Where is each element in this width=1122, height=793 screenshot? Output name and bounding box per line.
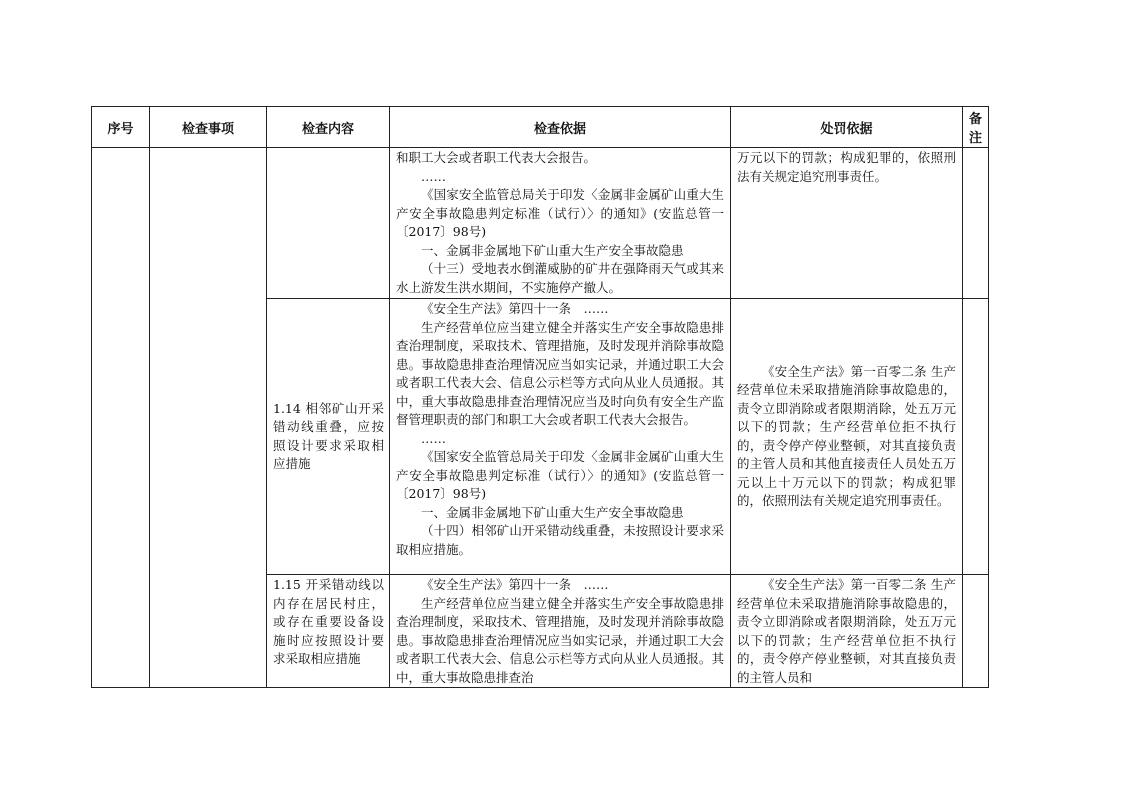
header-inspection-content: 检查内容 bbox=[267, 107, 390, 148]
serial-cell bbox=[92, 148, 150, 688]
basis-line: 生产经营单位应当建立健全并落实生产安全事故隐患排查治理制度，采取技术、管理措施，及时发现并消除事故隐患。事故隐患排查治理情况应当如实记录，并通过职工大会或者职工代表大会、信息公示栏等方式向从业人员通报。其中，重大事故隐患排查治理情况应当及时向负有安全生产监督管理职责的部门和职工大会或者职工代表大会报告。 bbox=[396, 319, 724, 427]
basis-line: 《国家安全监管总局关于印发〈金属非金属矿山重大生产安全事故隐患判定标准（试行）〉的通知》(安监总管一〔2017〕98号) bbox=[396, 449, 724, 501]
basis-line: 《国家安全监管总局关于印发〈金属非金属矿山重大生产安全事故隐患判定标准（试行）〉的通知》(安监总管一〔2017〕98号) bbox=[396, 187, 724, 239]
inspection-content-cell: 1.14 相邻矿山开采错动线重叠，应按照设计要求采取相应措施 bbox=[267, 299, 390, 575]
header-inspection-basis: 检查依据 bbox=[390, 107, 731, 148]
remarks-cell bbox=[963, 299, 989, 575]
penalty-basis-cell bbox=[731, 148, 963, 299]
penalty-basis-cell bbox=[731, 299, 963, 575]
basis-line: 一、金属非金属地下矿山重大生产安全事故隐患 bbox=[421, 504, 684, 520]
penalty-line: 《安全生产法》第一百零二条 生产经营单位未采取措施消除事故隐患的，责令立即消除或者限期消除，处五万元以下的罚款；生产经营单位拒不执行的，责令停产停业整顿，对其直接负责的主管人员和其他直接责任人员处五万元以上十万元以下的罚款；构成犯罪的，依照刑法有关规定追究刑事责任。 bbox=[737, 363, 956, 508]
basis-line: 一、金属非金属地下矿山重大生产安全事故隐患 bbox=[421, 242, 684, 258]
remarks-cell bbox=[963, 148, 989, 299]
header-remarks: 备注 bbox=[963, 107, 989, 148]
inspection-content-cell bbox=[267, 148, 390, 299]
header-serial: 序号 bbox=[92, 107, 150, 148]
inspection-basis-cell bbox=[390, 299, 731, 575]
basis-line: …… bbox=[421, 168, 446, 184]
basis-line: 生产经营单位应当建立健全并落实生产安全事故隐患排查治理制度，采取技术、管理措施，及时发现并消除事故隐患。事故隐患排查治理情况应当如实记录，并通过职工大会或者职工代表大会、信息公示栏等方式向从业人员通报。其中，重大事故隐患排查治 bbox=[396, 595, 724, 685]
penalty-basis-cell bbox=[731, 575, 963, 688]
inspection-item-cell bbox=[150, 148, 267, 688]
header-row bbox=[92, 107, 989, 148]
basis-line: 和职工大会或者职工代表大会报告。 bbox=[396, 150, 597, 165]
penalty-line: 《安全生产法》第一百零二条 生产经营单位未采取措施消除事故隐患的，责令立即消除或者限期消除，处五万元以下的罚款；生产经营单位拒不执行的，责令停产停业整顿，对其直接负责的主管人员和 bbox=[737, 577, 956, 685]
inspection-basis-cell bbox=[390, 575, 731, 688]
basis-line: 《安全生产法》第四十一条 …… bbox=[421, 577, 609, 592]
penalty-line: 万元以下的罚款；构成犯罪的，依照刑法有关规定追究刑事责任。 bbox=[737, 150, 956, 184]
basis-line: （十三）受地表水倒灌威胁的矿井在强降雨天气或其来水上游发生洪水期间，不实施停产撤人。 bbox=[396, 261, 724, 295]
basis-line: …… bbox=[421, 430, 446, 446]
inspection-content-cell: 1.15 开采错动线以内存在居民村庄，或存在重要设备设施时应按照设计要求采取相应措施 bbox=[267, 575, 390, 688]
table-row bbox=[92, 148, 989, 299]
inspection-table bbox=[91, 106, 989, 688]
basis-line: （十四）相邻矿山开采错动线重叠，未按照设计要求采取相应措施。 bbox=[396, 523, 724, 557]
header-penalty-basis: 处罚依据 bbox=[731, 107, 963, 148]
header-inspection-item: 检查事项 bbox=[150, 107, 267, 148]
remarks-cell bbox=[963, 575, 989, 688]
basis-line: 《安全生产法》第四十一条 …… bbox=[421, 301, 609, 316]
inspection-basis-cell bbox=[390, 148, 731, 299]
